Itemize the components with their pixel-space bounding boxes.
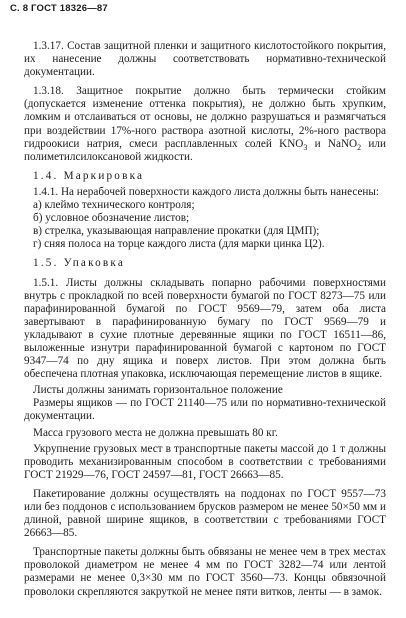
section-heading-marking: 1.4. Маркировка — [33, 169, 145, 182]
clause-1-3-18 — [24, 85, 386, 164]
subscript-3: 3 — [303, 142, 308, 152]
paragraph-mass: Масса грузового места не должна превышать 80 кг. — [33, 426, 278, 439]
clause-1-3-17: 1.3.17. Состав защитной пленки и защитного кислотостойкого покрытия, их нанесение должны соответствовать нормативно-технической документации. — [24, 40, 386, 79]
paragraph-horizontal: Листы должны занимать горизонтальное положение — [33, 384, 283, 397]
clause-1-3-18-text-mid: и NaNO — [307, 137, 358, 150]
paragraph-transport-packs: Транспортные пакеты должны быть обвязаны не менее чем в трех местах проволокой диаметром не менее 4 мм по ГОСТ 3282—74 или лентой размерами не менее 0,3×30 мм по ГОСТ 3560—73. Концы обвязочной проволоки скрепляются закруткой не менее пяти витков, ленты — в замок. — [24, 546, 386, 598]
page-header: С. 8 ГОСТ 18326—87 — [10, 3, 108, 14]
subscript-2: 2 — [357, 142, 362, 152]
clause-1-3-18-text-b: или полиметилсилоксановой жидкости. — [24, 137, 386, 163]
marking-list — [24, 199, 386, 251]
list-item: б) условное обозначение листов; — [33, 212, 190, 225]
list-item: в) стрелка, указывающая направление прокатки (для ЦМП); — [33, 225, 320, 238]
clause-1-4-1: 1.4.1. На нерабочей поверхности каждого листа должны быть нанесены: — [33, 185, 380, 198]
clause-1-3-18-text-a: 1.3.18. Защитное покрытие должно быть термически стойким (допускается изменение оттенка покрытия), не должно быть хрупким, ломким и отслаиваться от основы, не должно разрушаться и размягчаться при воздействии 17%-ного раствора азотной кислоты, 2%-ного раствора гидроокиси натрия, смеси расплавленных солей KNO — [24, 85, 386, 150]
paragraph-enlargement: Укрупнение грузовых мест в транспортные пакеты массой до 1 т должны проводить механизированным способом в соответствии с требованиями ГОСТ 21929—76, ГОСТ 24597—81, ГОСТ 26663—85. — [24, 442, 386, 481]
paragraph-box-sizes: Размеры ящиков — по ГОСТ 21140—75 или по нормативно-технической документации. — [24, 397, 386, 423]
list-item: а) клеймо технического контроля; — [33, 199, 195, 212]
clause-1-5-1: 1.5.1. Листы должны складывать попарно рабочими поверхностями внутрь с прокладкой по всей поверхности бумагой по ГОСТ 8273—75 или парафинированной бумагой по ГОСТ 9569—79, затем оба листа завертывают в парафинированную бумагу по ГОСТ 9569—79 и укладывают в сухие плотные деревянные ящики по ГОСТ 16511—86, выложенные изнутри парафинированной бумагой с картоном по ГОСТ 9347—74 по дну ящика и поверх листов. При этом должна быть обеспечена плотная упаковка, исключающая перемещение листов в ящике. — [24, 276, 386, 381]
list-item: г) сняя полоса на торце каждого листа (для марки цинка Ц2). — [33, 238, 325, 251]
section-heading-packing: 1.5. Упаковка — [33, 257, 126, 270]
document-body — [24, 40, 386, 599]
paragraph-palletizing: Пакетирование должны осуществлять на поддонах по ГОСТ 9557—73 или без поддонов с использованием брусков размером не менее 50×50 мм и длиной, равной ширине ящиков, в соответствии с требованиями ГОСТ 26663—85. — [24, 487, 386, 540]
